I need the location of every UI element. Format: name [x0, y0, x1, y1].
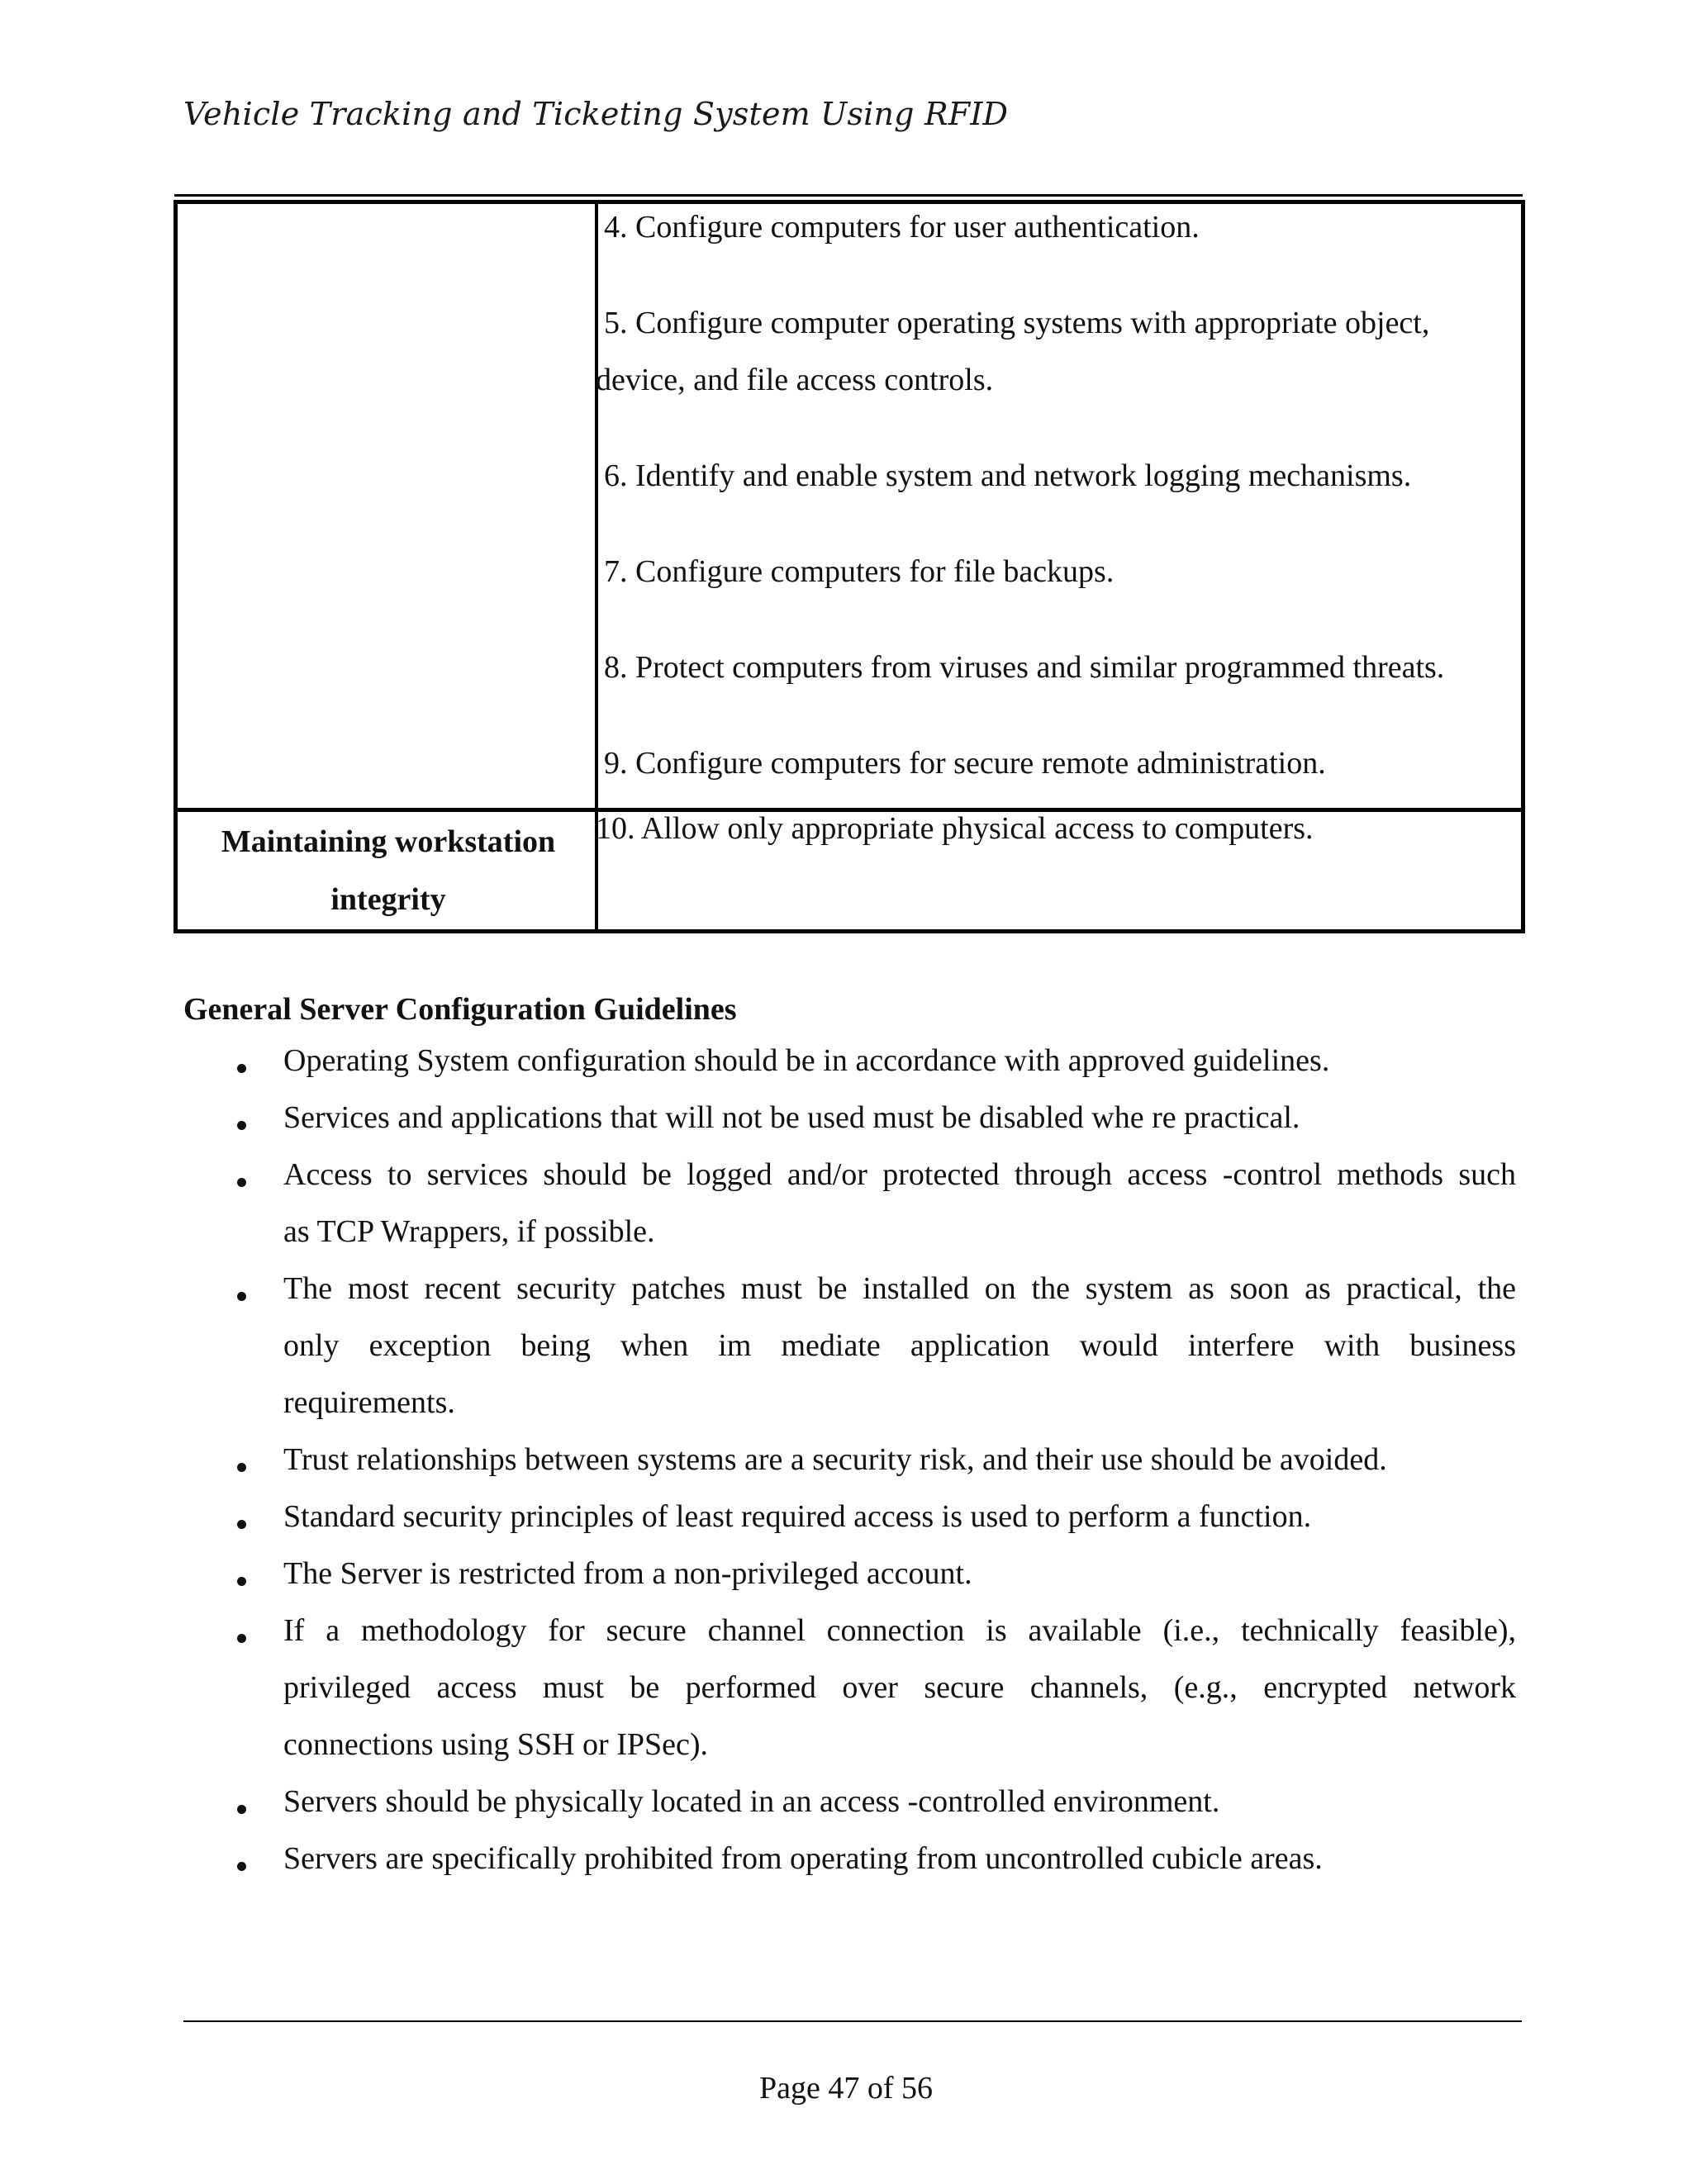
footer-rule — [183, 2020, 1522, 2022]
bullet-icon — [237, 1463, 246, 1472]
list-item-continuation: privileged access must be performed over secure channels, (e.g., encrypted network — [283, 1670, 1516, 1705]
list-item: Standard security principles of least required access is used to perform a function. — [283, 1499, 1312, 1534]
list-item: Access to services should be logged and/or protected through access -control methods such — [283, 1157, 1516, 1192]
list-item-continuation: requirements. — [283, 1385, 455, 1420]
bullet-icon — [237, 1178, 246, 1187]
list-item: Servers should be physically located in an access -controlled environment. — [283, 1784, 1220, 1819]
table-cell-item: 5. Configure computer operating systems with appropriate object, — [604, 306, 1430, 340]
table-row-label-line: Maintaining workstation — [221, 824, 556, 859]
policy-table — [173, 200, 1525, 933]
bullet-icon — [237, 1292, 246, 1301]
table-row-label-line: integrity — [330, 882, 446, 917]
list-item: Servers are specifically prohibited from operating from uncontrolled cubicle areas. — [283, 1841, 1323, 1876]
bullet-icon — [237, 1064, 246, 1073]
table-cell-item: 9. Configure computers for secure remote administration. — [604, 746, 1326, 781]
table-cell-item: device, and file access controls. — [596, 363, 994, 397]
running-header: Vehicle Tracking and Ticketing System Using RFID — [183, 96, 1009, 132]
bullet-icon — [237, 1577, 246, 1586]
list-item-continuation: connections using SSH or IPSec). — [283, 1727, 709, 1762]
list-item-continuation: only exception being when im mediate application would interfere with business — [283, 1328, 1516, 1363]
list-item: If a methodology for secure channel connection is available (i.e., technically feasible), — [283, 1613, 1516, 1648]
bullet-icon — [237, 1520, 246, 1529]
list-item: The Server is restricted from a non-privileged account. — [283, 1556, 972, 1591]
table-cell-item: 6. Identify and enable system and network logging mechanisms. — [604, 458, 1412, 493]
table-cell-item: 8. Protect computers from viruses and similar programmed threats. — [604, 650, 1445, 685]
bullet-icon — [237, 1862, 246, 1871]
list-item-continuation: as TCP Wrappers, if possible. — [283, 1214, 655, 1249]
bullet-icon — [237, 1805, 246, 1814]
bullet-icon — [237, 1121, 246, 1130]
header-rule — [174, 194, 1523, 197]
list-item: Services and applications that will not be used must be disabled whe re practical. — [283, 1100, 1300, 1135]
section-title: General Server Configuration Guidelines — [183, 992, 737, 1027]
table-cell-item: 7. Configure computers for file backups. — [604, 554, 1115, 589]
page-number: Page 47 of 56 — [758, 2071, 934, 2106]
list-item: The most recent security patches must be installed on the system as soon as practical, the — [283, 1271, 1516, 1306]
table-cell-item: 4. Configure computers for user authentication. — [604, 210, 1200, 245]
list-item: Trust relationships between systems are a security risk, and their use should be avoided. — [283, 1442, 1387, 1477]
list-item: Operating System configuration should be in accordance with approved guidelines. — [283, 1043, 1330, 1078]
bullet-icon — [237, 1634, 246, 1643]
table-cell-item: 10. Allow only appropriate physical access to computers. — [596, 811, 1314, 846]
table-row-label — [182, 813, 595, 928]
